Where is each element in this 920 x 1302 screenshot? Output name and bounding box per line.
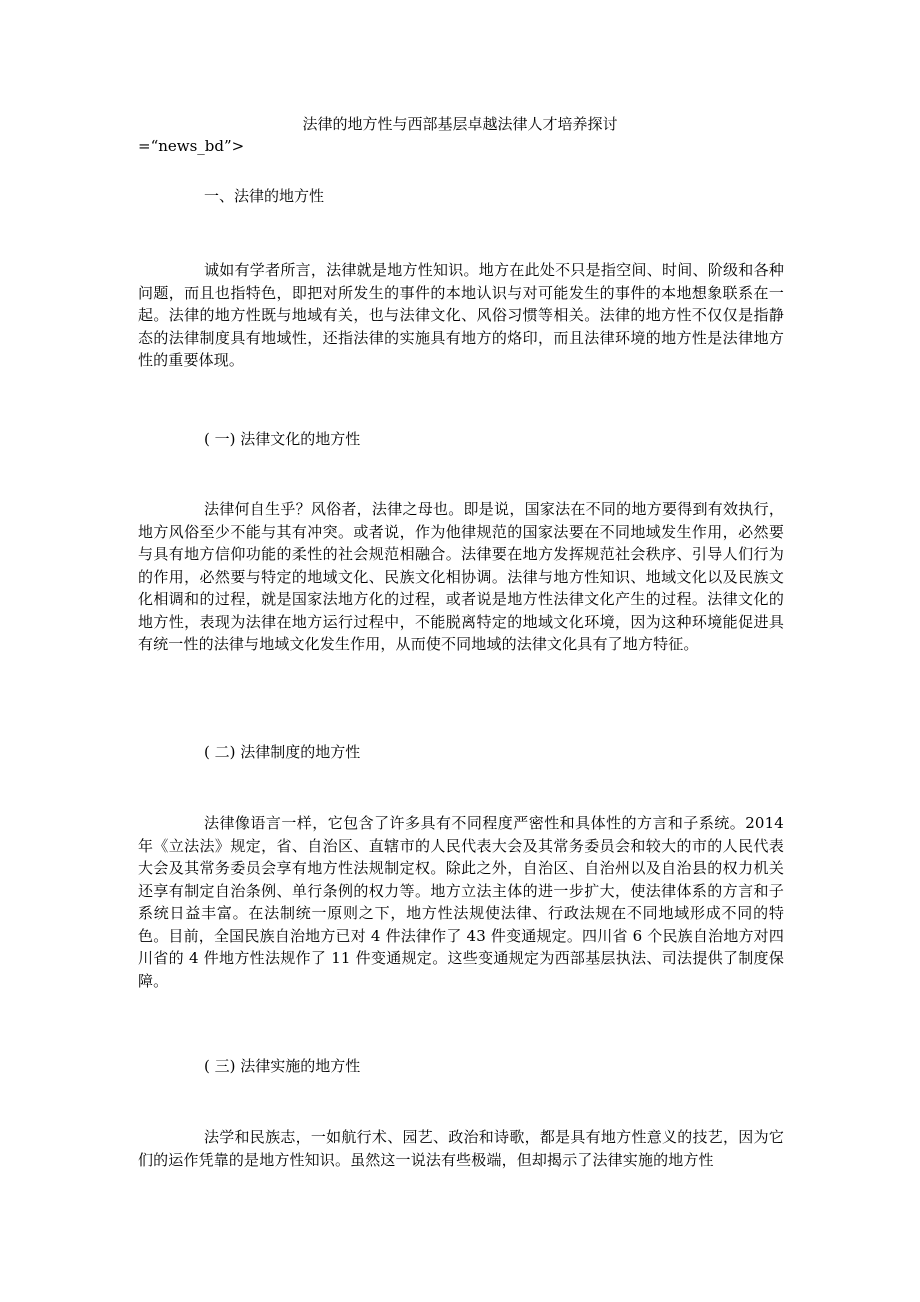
section-heading-2: ( 一) 法律文化的地方性 [204,430,361,448]
document-title: 法律的地方性与西部基层卓越法律人才培养探讨 [302,115,618,133]
section-heading-4: ( 三) 法律实施的地方性 [204,1057,361,1075]
section-paragraph-2: 法律何自生乎？风俗者，法律之母也。即是说，国家法在不同的地方要得到有效执行，地方风俗至少不能与其有冲突。或者说，作为他律规范的国家法要在不同地域发生作用，必然要与具有地方信仰功能的柔性的社会规范相融合。法律要在地方发挥规范社会秩序、引导人们行为的作用，必然要与特定的地域文化、民族文化相协调。法律与地方性知识、地域文化以及民族文化相调和的过程，就是国家法地方化的过程，或者说是地方性法律文化产生的过程。法律文化的地方性，表现为法律在地方运行过程中，不能脱离特定的地域文化环境，因为这种环境能促进具有统一性的法律与地域文化发生作用，从而使不同地域的法律文化具有了地方特征。 [138,500,784,653]
section-paragraph-4: 法学和民族志，一如航行术、园艺、政治和诗歌，都是具有地方性意义的技艺，因为它们的运作凭靠的是地方性知识。虽然这一说法有些极端，但却揭示了法律实施的地方性 [138,1128,784,1169]
section-heading-1: 一、法律的地方性 [204,187,325,205]
section-paragraph-1: 诚如有学者所言，法律就是地方性知识。地方在此处不只是指空间、时间、阶级和各种问题，而且也指特色，即把对所发生的事件的本地认识与对可能发生的事件的本地想象联系在一起。法律的地方性既与地域有关，也与法律文化、风俗习惯等相关。法律的地方性不仅仅是指静态的法律制度具有地域性，还指法律的实施具有地方的烙印，而且法律环境的地方性是法律地方性的重要体现。 [138,261,784,369]
stray-markup-text: =“news_bd”> [138,137,245,155]
section-heading-3: ( 二) 法律制度的地方性 [204,743,361,761]
section-paragraph-3: 法律像语言一样，它包含了许多具有不同程度严密性和具体性的方言和子系统。2014 年《立法法》规定，省、自治区、直辖市的人民代表大会及其常务委员会和较大的市的人民代表大会及其常务委员会享有地方性法规制定权。除此之外，自治区、自治州以及自治县的权力机关还享有制定自治条例、单行条例的权力等。地方立法主体的进一步扩大，使法律体系的方言和子系统日益丰富。在法制统一原则之下，地方性法规使法律、行政法规在不同地域形成不同的特色。目前，全国民族自治地方已对 4 件法律作了 43 件变通规定。四川省 6 个民族自治地方对四川省的 4 件地方性法规作了 11 件变通规定。这些变通规定为西部基层执法、司法提供了制度保障。 [138,814,784,990]
